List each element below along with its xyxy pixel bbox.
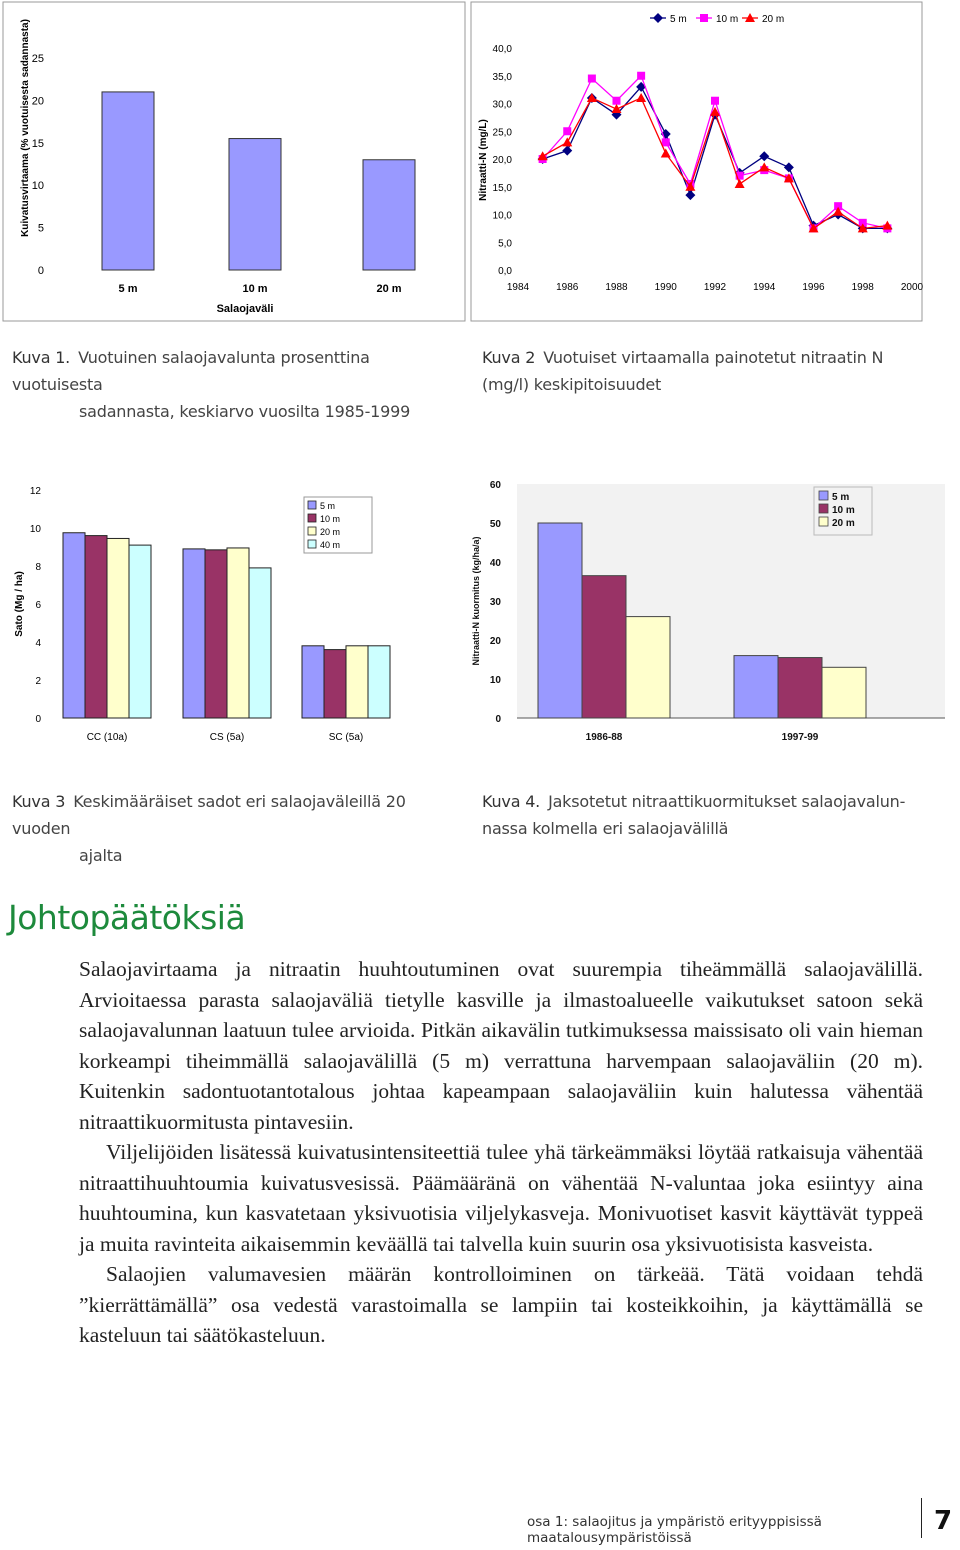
kuva4-caption-line1: Jaksotetut nitraattikuormitukset salaojavalun- <box>548 792 906 811</box>
footer-text: osa 1: salaojitus ja ympäristö erityyppisissä maatalousympäristöissä <box>527 1514 822 1546</box>
kuva4-legend-label: 10 m <box>832 505 855 516</box>
kuva3-ytick-label: 4 <box>35 638 41 649</box>
kuva3-legend-label: 40 m <box>320 540 341 550</box>
kuva2-xtick-label: 2000 <box>900 282 924 293</box>
kuva3-ytick-label: 8 <box>35 562 41 573</box>
kuva1-ytick-label: 25 <box>31 53 44 65</box>
kuva2-xtick-label: 1990 <box>654 282 677 293</box>
kuva1-xlabel: Salaojaväli <box>216 303 274 315</box>
kuva4-ytick-label: 60 <box>489 480 501 491</box>
kuva2-xtick-label: 1996 <box>802 282 825 293</box>
kuva3-bar <box>368 646 390 718</box>
kuva2-caption-line2: (mg/l) keskipitoisuudet <box>482 375 662 394</box>
kuva2-xtick-label: 1986 <box>556 282 579 293</box>
kuva3-bar <box>183 549 205 718</box>
kuva3-ytick-label: 0 <box>35 714 41 725</box>
kuva3-bar <box>346 646 368 718</box>
kuva2-xtick-label: 1992 <box>703 282 727 293</box>
kuva4-caption-label: Kuva 4. <box>482 792 541 811</box>
kuva3-legend-label: 5 m <box>320 501 336 511</box>
kuva2-legend-marker <box>700 14 708 22</box>
kuva3-xtick-label: SC (5a) <box>328 732 364 743</box>
kuva3-bar <box>324 650 346 718</box>
kuva4-bar <box>582 576 626 718</box>
kuva3-bar <box>205 550 227 718</box>
kuva2-ytick-label: 10,0 <box>492 210 512 222</box>
kuva2-point <box>637 72 645 80</box>
page-number: 7 <box>934 1506 953 1536</box>
kuva4-legend-swatch <box>819 491 828 500</box>
paragraph-2: Viljelijöiden lisätessä kuivatusintensiteettiä tulee yhä tärkeämmäksi löytää ratkaisuja vähentää nitraattihuuhtoumia kuivatusvesissä. Päämääränä on vähentää N-valuntaa joka esiintyy aina huuhtoumina, kun kasvatetaan yksivuotisia viljelykasveja. Monivuotiset kasvit käyttävät typpeä ja muita ravinteita aikaisemmin keväällä tai talvella kuin suurin osa yksivuotisista kasveista. <box>79 1140 923 1256</box>
kuva4-legend-label: 20 m <box>832 518 855 529</box>
kuva2-caption-label: Kuva 2 <box>482 348 536 367</box>
kuva1-xtick-label: 5 m <box>118 283 138 295</box>
kuva4-chart <box>465 468 957 760</box>
kuva1-caption-line2: sadannasta, keskiarvo vuosilta 1985-1999 <box>79 402 411 421</box>
kuva2-xtick-label: 1984 <box>506 282 530 293</box>
kuva3-bar <box>302 646 324 718</box>
kuva2-legend-label: 20 m <box>762 14 785 25</box>
kuva4-ytick-label: 30 <box>489 597 501 608</box>
paragraph-1: Salaojavirtaama ja nitraatin huuhtoutuminen ovat suurempia tiheämmällä salaojavälillä. Arvioitaessa parasta salaojaväliä tietylle kasville ja ilmastoalueelle vaikutukset satoon sekä salaojavalunnan laatuun tulee arvioida. Pitkän aikavälin tutkimuksessa maissisato oli vain hieman korkeampi tiheimmällä salaojavälillä (5 m) verrattuna harvempaan salaojaväliin (20 m). Kuitenkin sadontuotantotalous johtaa kapeampaan salaojaväliin kuin halutessa vähentää nitraattikuormitusta pintavesiin. <box>79 957 923 1134</box>
kuva2-ytick-label: 5,0 <box>498 238 512 250</box>
kuva2-ytick-label: 20,0 <box>492 155 512 166</box>
kuva1-ytick-label: 10 <box>31 180 44 193</box>
kuva3-legend-swatch <box>308 527 316 535</box>
kuva2-ytick-label: 30,0 <box>492 99 512 111</box>
kuva3-xtick-label: CC (10a) <box>86 732 128 743</box>
kuva1-ylabel: Kuivatusvirtaama (% vuotuisesta sadannasta) <box>20 19 31 237</box>
kuva3-bar <box>63 533 85 718</box>
kuva3-bar <box>129 545 151 718</box>
kuva4-xtick-label: 1997-99 <box>781 732 819 743</box>
kuva2-chart <box>470 0 926 323</box>
paragraph-3: Salaojien valumavesien määrän kontrolloiminen on tärkeää. Tätä voidaan tehdä ”kierrättämällä” osa vedestä varastoimalla se lampiin tai kosteikkoihin, ja käyttämällä se kasteluun tai säätökasteluun. <box>79 1262 923 1347</box>
kuva4-bar <box>538 523 582 718</box>
kuva4-legend-label: 5 m <box>832 492 850 503</box>
kuva4-ytick-label: 0 <box>495 714 501 725</box>
kuva2-ylabel: Nitraatti-N (mg/L) <box>478 119 489 201</box>
kuva2-xtick-label: 1994 <box>753 282 776 293</box>
kuva4-bar <box>778 658 822 718</box>
kuva3-ylabel: Sato (Mg / ha) <box>14 571 25 637</box>
kuva1-ytick-label: 20 <box>31 95 44 108</box>
kuva3-legend-swatch <box>308 514 316 522</box>
kuva2-xtick-label: 1988 <box>605 282 628 293</box>
footer-divider <box>921 1498 922 1538</box>
kuva2-point <box>563 127 571 135</box>
kuva2-ytick-label: 35,0 <box>492 71 512 83</box>
kuva2-caption-line1: Vuotuiset virtaamalla painotetut nitraatin N <box>543 348 884 367</box>
kuva3-caption-line1: Keskimääräiset sadot eri salaojaväleillä 20 vuoden <box>12 792 406 838</box>
kuva1-caption-label: Kuva 1. <box>12 348 71 367</box>
kuva2-point <box>613 97 621 105</box>
kuva2-point <box>662 138 670 146</box>
kuva4-caption <box>482 788 952 842</box>
kuva3-bar <box>227 548 249 718</box>
kuva3-xtick-label: CS (5a) <box>209 732 245 743</box>
kuva3-legend-swatch <box>308 501 316 509</box>
kuva4-ylabel: Nitraatti-N kuormitus (kg/ha/a) <box>471 536 481 666</box>
kuva1-bar <box>102 92 154 270</box>
kuva1-caption-line1: Vuotuinen salaojavalunta prosenttina vuotuisesta <box>12 348 370 394</box>
kuva3-caption-line2: ajalta <box>79 846 123 865</box>
kuva2-ytick-label: 40,0 <box>492 44 512 55</box>
kuva3-bar <box>85 536 107 718</box>
kuva2-xtick-label: 1998 <box>851 282 874 293</box>
kuva1-bar <box>229 139 281 270</box>
kuva4-bar <box>626 617 670 718</box>
kuva2-point <box>588 75 596 83</box>
kuva4-ytick-label: 50 <box>489 519 501 530</box>
kuva4-ytick-label: 10 <box>489 675 501 686</box>
kuva1-xtick-label: 20 m <box>376 283 402 295</box>
section-body <box>79 954 923 1351</box>
kuva3-ytick-label: 12 <box>29 486 41 497</box>
kuva3-chart <box>0 466 462 766</box>
kuva3-bar <box>107 538 129 718</box>
section-heading: Johtopäätöksiä <box>8 898 246 937</box>
kuva4-bar <box>822 667 866 718</box>
kuva4-ytick-label: 20 <box>489 636 501 647</box>
kuva4-legend-swatch <box>819 517 828 526</box>
kuva2-legend-label: 5 m <box>670 14 687 25</box>
kuva2-ytick-label: 0,0 <box>498 266 512 277</box>
kuva3-legend-swatch <box>308 540 316 548</box>
kuva4-ytick-label: 40 <box>489 558 501 569</box>
kuva4-xtick-label: 1986-88 <box>585 732 623 743</box>
kuva4-caption-line2: nassa kolmella eri salaojavälillä <box>482 819 729 838</box>
kuva3-bar <box>249 568 271 718</box>
kuva4-legend-swatch <box>819 504 828 513</box>
kuva3-ytick-label: 10 <box>29 524 41 535</box>
kuva2-ytick-label: 15,0 <box>492 182 512 194</box>
kuva3-caption <box>12 788 467 869</box>
kuva1-bar <box>363 160 415 270</box>
kuva3-ytick-label: 6 <box>35 600 41 611</box>
kuva1-chart <box>0 0 470 323</box>
kuva1-caption <box>12 344 462 425</box>
kuva1-ytick-label: 15 <box>31 137 44 150</box>
kuva2-caption <box>482 344 942 398</box>
kuva2-point <box>711 97 719 105</box>
kuva3-caption-label: Kuva 3 <box>12 792 66 811</box>
kuva3-legend-label: 10 m <box>320 514 341 524</box>
kuva1-ytick-label: 0 <box>37 265 44 277</box>
kuva4-bar <box>734 656 778 718</box>
kuva1-xtick-label: 10 m <box>242 283 268 295</box>
kuva3-ytick-label: 2 <box>35 676 41 687</box>
kuva2-ytick-label: 25,0 <box>492 127 512 139</box>
kuva3-legend-label: 20 m <box>320 527 341 537</box>
kuva1-ytick-label: 5 <box>37 222 44 235</box>
kuva2-legend-label: 10 m <box>716 14 739 25</box>
